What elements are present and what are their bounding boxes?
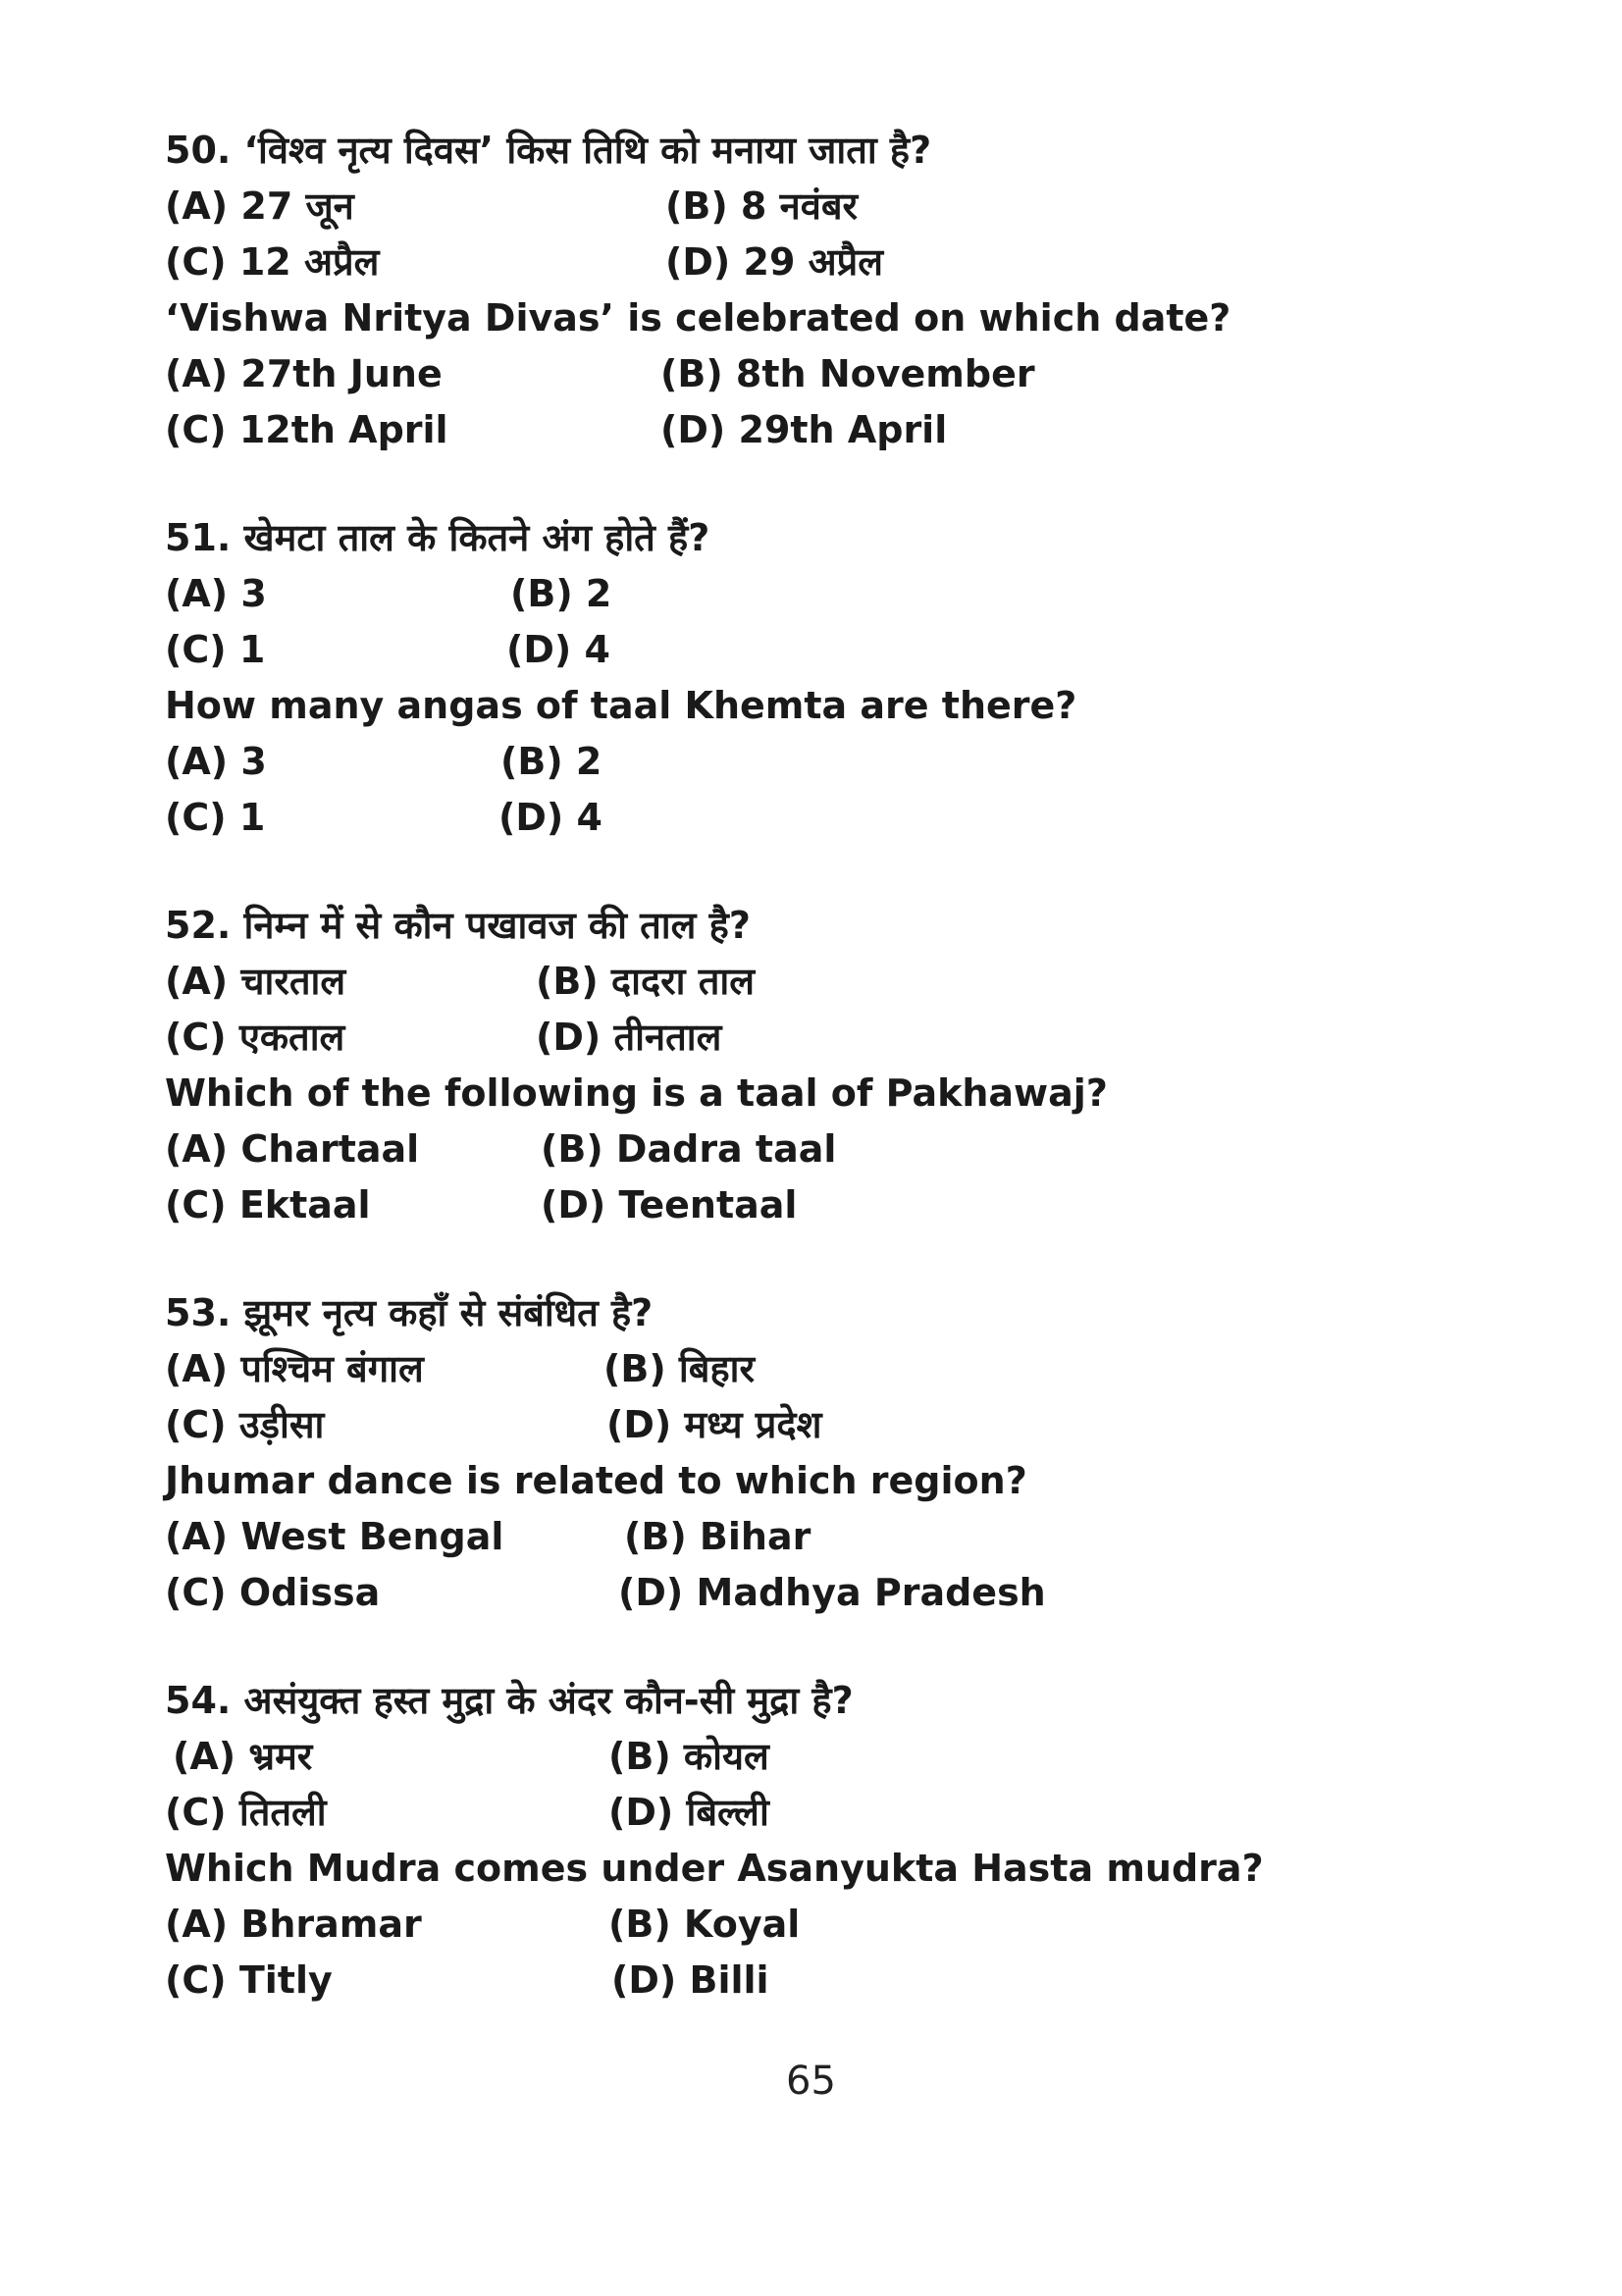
options-row — [165, 1729, 1539, 1785]
question-text-english: ‘Vishwa Nritya Divas’ is celebrated on which date? — [165, 296, 1231, 339]
option-d-hindi: (D) 4 — [506, 628, 610, 671]
question-52 — [165, 898, 1539, 1233]
option-c-english: (C) Odissa — [165, 1571, 381, 1614]
option-d-english: (D) 29th April — [660, 408, 948, 451]
option-d-english: (D) Teentaal — [541, 1183, 798, 1226]
question-53 — [165, 1285, 1539, 1621]
option-c-hindi: (C) 12 अप्रैल — [165, 240, 380, 284]
option-b-english: (B) 2 — [500, 740, 602, 783]
option-b-english: (B) Koyal — [608, 1903, 801, 1946]
page-number: 65 — [786, 2059, 836, 2104]
options-row — [165, 346, 1539, 402]
option-a-english: (A) 3 — [165, 740, 267, 783]
option-a-english: (A) Bhramar — [165, 1903, 422, 1946]
question-50 — [165, 123, 1539, 458]
option-c-hindi: (C) तितली — [165, 1791, 327, 1834]
option-b-english: (B) Dadra taal — [541, 1127, 837, 1171]
options-row — [165, 1010, 1539, 1066]
options-row — [165, 1953, 1539, 2009]
options-row — [165, 402, 1539, 458]
question-text-hindi: 51. खेमटा ताल के कितने अंग होते हैं? — [165, 516, 710, 559]
option-d-hindi: (D) बिल्ली — [608, 1791, 769, 1834]
option-c-hindi: (C) 1 — [165, 628, 266, 671]
option-a-hindi: (A) पश्चिम बंगाल — [165, 1347, 424, 1390]
option-b-english: (B) Bihar — [624, 1515, 811, 1558]
options-row — [165, 790, 1539, 846]
option-a-english: (A) 27th June — [165, 352, 443, 395]
question-text-english: Jhumar dance is related to which region? — [165, 1459, 1027, 1502]
option-c-english: (C) Ektaal — [165, 1183, 371, 1226]
option-a-english: (A) Chartaal — [165, 1127, 420, 1171]
option-a-hindi: (A) 27 जून — [165, 184, 354, 228]
question-text-english: Which Mudra comes under Asanyukta Hasta mudra? — [165, 1847, 1264, 1890]
option-b-hindi: (B) 2 — [510, 572, 612, 615]
options-row — [165, 1785, 1539, 1841]
option-b-hindi: (B) दादरा ताल — [536, 960, 756, 1003]
option-c-english: (C) 12th April — [165, 408, 448, 451]
option-c-hindi: (C) उड़ीसा — [165, 1403, 325, 1446]
question-text-english: Which of the following is a taal of Pakhawaj? — [165, 1071, 1108, 1115]
option-d-hindi: (D) मध्य प्रदेश — [606, 1403, 822, 1446]
options-row — [165, 1341, 1539, 1397]
question-51 — [165, 510, 1539, 846]
options-row — [165, 954, 1539, 1010]
options-row — [165, 1897, 1539, 1953]
options-row — [165, 1509, 1539, 1565]
option-b-hindi: (B) 8 नवंबर — [665, 184, 859, 228]
question-text-hindi: 50. ‘विश्व नृत्य दिवस’ किस तिथि को मनाया जाता है? — [165, 129, 932, 172]
option-a-english: (A) West Bengal — [165, 1515, 504, 1558]
options-row — [165, 1397, 1539, 1453]
options-row — [165, 1565, 1539, 1621]
options-row — [165, 179, 1539, 235]
question-text-hindi: 53. झूमर नृत्य कहाँ से संबंधित है? — [165, 1291, 654, 1334]
option-d-english: (D) Madhya Pradesh — [618, 1571, 1046, 1614]
option-c-english: (C) Titly — [165, 1958, 333, 2002]
options-row — [165, 734, 1539, 790]
option-c-english: (C) 1 — [165, 796, 266, 839]
option-d-hindi: (D) 29 अप्रैल — [665, 240, 884, 284]
options-row — [165, 1177, 1539, 1233]
option-c-hindi: (C) एकताल — [165, 1016, 345, 1059]
question-54 — [165, 1673, 1539, 2009]
question-text-english: How many angas of taal Khemta are there? — [165, 684, 1077, 727]
options-row — [165, 235, 1539, 290]
option-a-hindi: (A) चारताल — [165, 960, 346, 1003]
option-a-hindi: (A) भ्रमर — [173, 1735, 313, 1778]
option-d-hindi: (D) तीनताल — [536, 1016, 722, 1059]
option-b-hindi: (B) बिहार — [603, 1347, 756, 1390]
question-text-hindi: 52. निम्न में से कौन पखावज की ताल है? — [165, 904, 751, 947]
option-d-english: (D) 4 — [498, 796, 602, 839]
options-row — [165, 1122, 1539, 1177]
option-d-english: (D) Billi — [611, 1958, 769, 2002]
options-row — [165, 622, 1539, 678]
question-text-hindi: 54. असंयुक्त हस्त मुद्रा के अंदर कौन-सी मुद्रा है? — [165, 1679, 854, 1722]
option-b-english: (B) 8th November — [660, 352, 1035, 395]
option-a-hindi: (A) 3 — [165, 572, 267, 615]
option-b-hindi: (B) कोयल — [608, 1735, 769, 1778]
options-row — [165, 566, 1539, 622]
